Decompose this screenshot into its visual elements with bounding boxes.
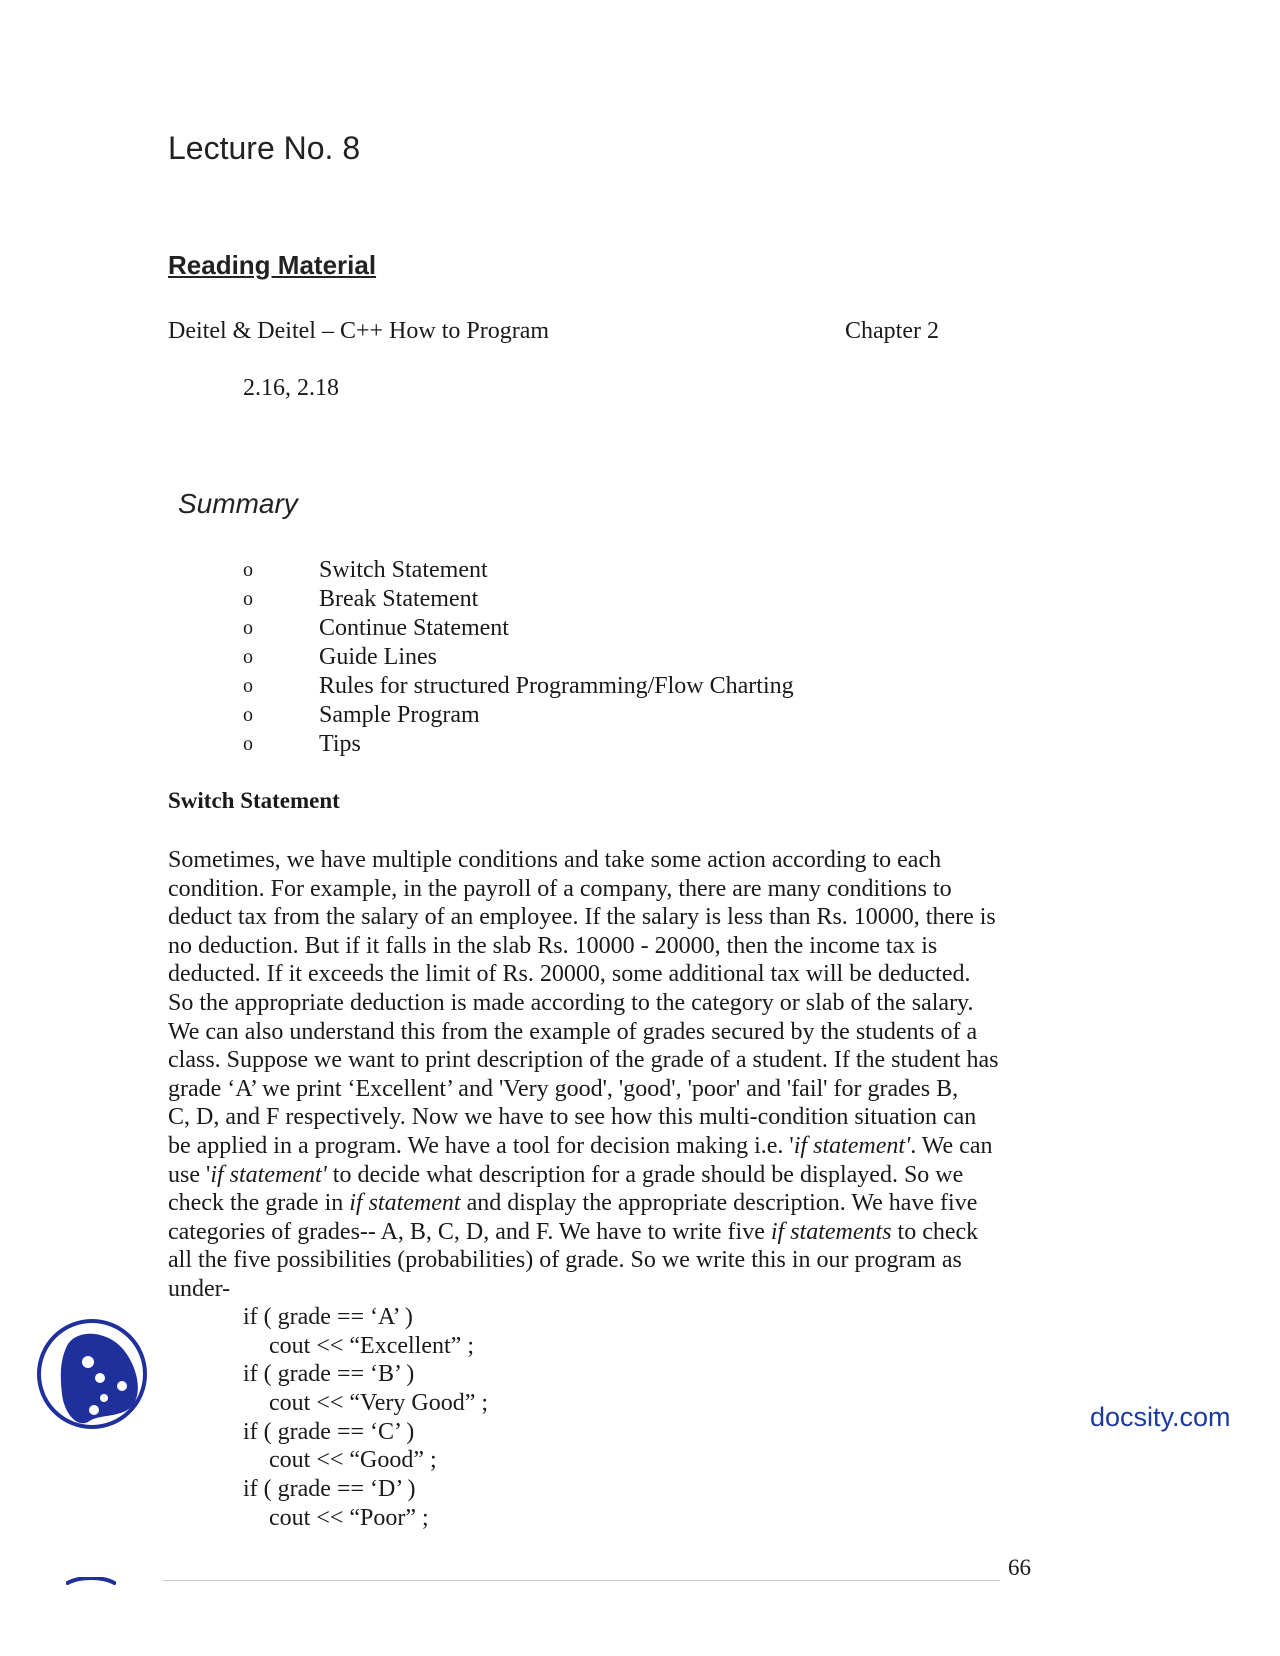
- paragraph-line: Sometimes, we have multiple conditions and take some action according to each: [168, 847, 942, 873]
- summary-item-label: Rules for structured Programming/Flow Charting: [319, 673, 794, 699]
- code-example: [243, 1304, 488, 1534]
- chapter-reference: Chapter 2: [845, 318, 939, 344]
- code-line: if ( grade == ‘C’ ): [243, 1418, 415, 1445]
- italic-term: if statement': [210, 1161, 327, 1188]
- paragraph-line: deduct tax from the salary of an employee. If the salary is less than Rs. 10000, there is: [168, 904, 996, 931]
- docsity-watermark: docsity.com: [1090, 1402, 1231, 1432]
- summary-item: [243, 672, 794, 701]
- code-line: cout << “Very Good” ;: [269, 1390, 489, 1417]
- summary-item: [243, 643, 794, 672]
- paragraph-line: [168, 1161, 1048, 1190]
- paragraph-line: [168, 1132, 1048, 1161]
- line-text: check the grade in: [168, 1190, 350, 1217]
- summary-item-label: Switch Statement: [319, 557, 488, 583]
- code-line: cout << “Good” ;: [269, 1447, 437, 1474]
- summary-item-label: Guide Lines: [319, 644, 437, 670]
- paragraph-line: grade ‘A’ we print ‘Excellent’ and 'Very good', 'good', 'poor' and 'fail' for grades B,: [168, 1075, 959, 1102]
- italic-term: if statement': [793, 1132, 911, 1159]
- line-text: to check: [891, 1218, 979, 1245]
- reading-material-heading: Reading Material: [168, 250, 377, 280]
- bullet-icon: o: [243, 733, 253, 755]
- paragraph-line: no deduction. But if it falls in the slab Rs. 10000 - 20000, then the income tax is: [168, 932, 938, 959]
- switch-statement-heading: Switch Statement: [168, 788, 340, 813]
- docsity-logo-icon: [36, 1318, 148, 1435]
- page-number: 66: [1008, 1555, 1031, 1580]
- summary-item-label: Sample Program: [319, 702, 480, 728]
- line-text: categories of grades-- A, B, C, D, and F. We have to write five: [168, 1218, 771, 1245]
- line-text: and display the appropriate description. We have five: [460, 1190, 978, 1217]
- bullet-icon: o: [243, 704, 253, 726]
- paragraph-line: [168, 1189, 1048, 1218]
- summary-list: [243, 556, 794, 759]
- line-text: use ': [168, 1161, 211, 1188]
- line-text: to decide what description for a grade should be displayed. So we: [326, 1161, 964, 1188]
- summary-heading: Summary: [178, 488, 298, 519]
- summary-item: [243, 730, 794, 759]
- summary-item-label: Continue Statement: [319, 615, 509, 641]
- paragraph-line: deducted. If it exceeds the limit of Rs. 20000, some additional tax will be deducted.: [168, 961, 971, 988]
- line-text: be applied in a program. We have a tool for decision making i.e. ': [168, 1132, 794, 1159]
- paragraph-line: C, D, and F respectively. Now we have to see how this multi-condition situation can: [168, 1104, 977, 1131]
- summary-item: [243, 701, 794, 730]
- bullet-icon: o: [243, 588, 253, 610]
- bullet-icon: o: [243, 559, 253, 581]
- book-reference: Deitel & Deitel – C++ How to Program: [168, 318, 550, 344]
- paragraph-line: [168, 1218, 1048, 1247]
- paragraph-line: all the five possibilities (probabilities) of grade. So we write this in our program as: [168, 1247, 962, 1274]
- bullet-icon: o: [243, 675, 253, 697]
- footer-divider: [163, 1580, 1000, 1581]
- logo-fragment-icon: [66, 1572, 116, 1590]
- paragraph-line: condition. For example, in the payroll of a company, there are many conditions to: [168, 875, 952, 902]
- italic-term: if statements: [770, 1218, 892, 1245]
- summary-item: [243, 585, 794, 614]
- bullet-icon: o: [243, 646, 253, 668]
- line-text: . We can: [910, 1132, 993, 1159]
- summary-item: [243, 556, 794, 585]
- paragraph-line: class. Suppose we want to print description of the grade of a student. If the student has: [168, 1047, 999, 1074]
- code-line: cout << “Poor” ;: [269, 1504, 429, 1531]
- switch-statement-paragraph: [168, 846, 1048, 1304]
- summary-item: [243, 614, 794, 643]
- paragraph-line: under-: [168, 1275, 231, 1302]
- bullet-icon: o: [243, 617, 253, 639]
- summary-item-label: Tips: [319, 731, 361, 757]
- summary-item-label: Break Statement: [319, 586, 479, 612]
- code-line: cout << “Excellent” ;: [269, 1332, 474, 1359]
- code-line: if ( grade == ‘A’ ): [243, 1304, 413, 1330]
- italic-term: if statement: [349, 1190, 461, 1217]
- code-line: if ( grade == ‘D’ ): [243, 1476, 416, 1503]
- paragraph-line: We can also understand this from the example of grades secured by the students of a: [168, 1018, 978, 1045]
- section-numbers: 2.16, 2.18: [243, 375, 339, 401]
- lecture-title: Lecture No. 8: [168, 130, 361, 166]
- paragraph-line: So the appropriate deduction is made according to the category or slab of the salary.: [168, 989, 974, 1016]
- code-line: if ( grade == ‘B’ ): [243, 1361, 415, 1388]
